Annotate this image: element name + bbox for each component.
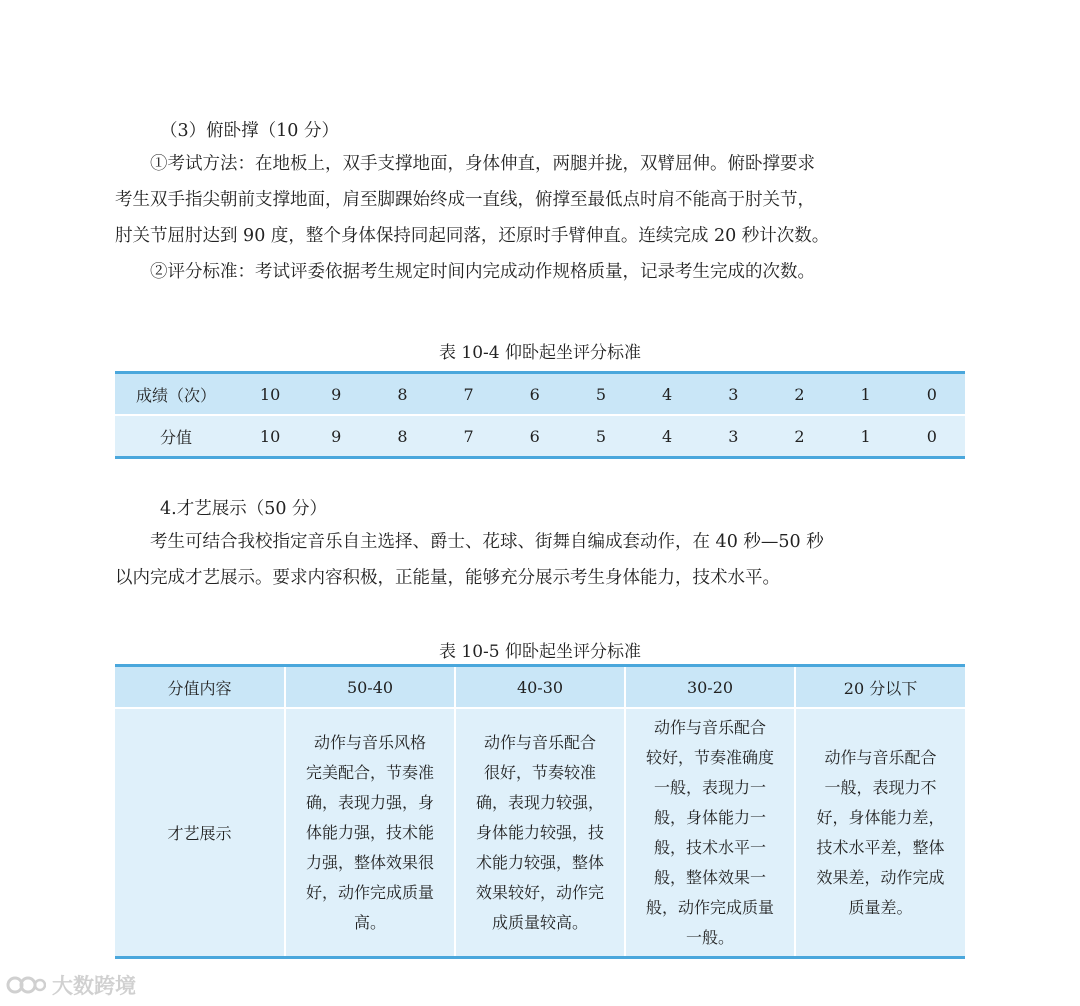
cell-line: 动作与音乐配合 (653, 717, 766, 737)
cell-line: 般，整体效果一 (653, 867, 766, 887)
table-cell (625, 708, 795, 958)
cell-line: 一般，表现力一 (653, 777, 766, 797)
table-cell: 0 (899, 373, 965, 416)
table-cell: 4 (634, 373, 700, 416)
table-cell: 2 (766, 373, 832, 416)
table-cell (285, 708, 455, 958)
method-line: 考生双手指尖朝前支撑地面，肩至脚踝始终成一直线，俯撑至最低点时肩不能高于肘关节， (115, 190, 815, 210)
cell-line: 一般。 (685, 927, 734, 947)
column-header: 40-30 (455, 666, 625, 709)
talent-line: 以内完成才艺展示。要求内容积极，正能量，能够充分展示考生身体能力，技术水平。 (115, 568, 780, 588)
table-cell: 7 (436, 415, 502, 458)
cell-line: 效果较好，动作完 (475, 882, 604, 902)
cell-line: 动作与音乐配合 (824, 747, 937, 767)
table-cell: 5 (568, 373, 634, 416)
table-cell: 2 (766, 415, 832, 458)
cell-line: 确，表现力强，身 (305, 792, 434, 812)
section-heading-talent: 4.才艺展示（50 分） (160, 499, 328, 519)
talent-line: 考生可结合我校指定音乐自主选择、爵士、花球、街舞自编成套动作，在 40 秒—50 秒 (150, 532, 824, 552)
row-label: 成绩（次） (115, 373, 237, 416)
row-label: 才艺展示 (115, 708, 285, 958)
table-cell: 10 (237, 373, 303, 416)
cell-line: 确，表现力较强， (475, 792, 604, 812)
section-heading-pushups: （3）俯卧撑（10 分） (160, 121, 339, 141)
table-cell: 8 (369, 415, 435, 458)
cell-line: 身体能力较强，技 (475, 822, 604, 842)
method-paragraph (115, 146, 965, 290)
column-header: 分值内容 (115, 666, 285, 709)
cell-line: 质量差。 (848, 897, 913, 917)
table-cell: 0 (899, 415, 965, 458)
score-table-10-5 (115, 664, 965, 959)
cell-line: 好，动作完成质量 (305, 882, 434, 902)
table-row (115, 415, 965, 458)
table-cell: 9 (303, 415, 369, 458)
cell-line: 成质量较高。 (491, 912, 588, 932)
cell-line: 高。 (353, 912, 386, 932)
table-row (115, 373, 965, 416)
cell-line: 较好，节奏准确度 (645, 747, 774, 767)
table-cell: 1 (833, 415, 899, 458)
cell-line: 动作与音乐配合 (483, 732, 596, 752)
cell-line: 力强，整体效果很 (305, 852, 434, 872)
watermark-logo-icon (6, 974, 46, 996)
criteria-line: ②评分标准：考试评委依据考生规定时间内完成动作规格质量，记录考生完成的次数。 (150, 262, 815, 282)
cell-line: 体能力强，技术能 (305, 822, 434, 842)
method-line: 肘关节屈肘达到 90 度，整个身体保持同起同落，还原时手臂伸直。连续完成 20 秒计次数。 (115, 226, 830, 246)
score-table-10-4 (115, 371, 965, 459)
table-cell: 6 (502, 415, 568, 458)
cell-line: 动作与音乐风格 (313, 732, 426, 752)
column-header: 50-40 (285, 666, 455, 709)
table-cell: 6 (502, 373, 568, 416)
column-header: 20 分以下 (795, 666, 965, 709)
method-line: ①考试方法：在地板上，双手支撑地面，身体伸直，两腿并拢，双臂屈伸。俯卧撑要求 (150, 154, 815, 174)
table-cell: 1 (833, 373, 899, 416)
table-cell: 5 (568, 415, 634, 458)
table-cell: 7 (436, 373, 502, 416)
cell-line: 般，动作完成质量 (645, 897, 774, 917)
table-cell (795, 708, 965, 958)
cell-line: 一般，表现力不 (824, 777, 937, 797)
cell-line: 般，身体能力一 (653, 807, 766, 827)
table-cell: 10 (237, 415, 303, 458)
column-header: 30-20 (625, 666, 795, 709)
table-cell: 3 (700, 415, 766, 458)
table-cell: 8 (369, 373, 435, 416)
watermark-text: 大数跨境 (52, 974, 136, 998)
table-cell (455, 708, 625, 958)
table-caption-10-5: 表 10-5 仰卧起坐评分标准 (439, 642, 641, 662)
cell-line: 效果差，动作完成 (816, 867, 945, 887)
table-row (115, 708, 965, 958)
table-cell: 3 (700, 373, 766, 416)
cell-line: 完美配合，节奏准 (305, 762, 434, 782)
cell-line: 好，身体能力差， (816, 807, 945, 827)
cell-line: 术能力较强，整体 (475, 852, 604, 872)
table-header-row (115, 666, 965, 709)
row-label: 分值 (115, 415, 237, 458)
table-caption-10-4: 表 10-4 仰卧起坐评分标准 (439, 343, 641, 363)
watermark (6, 970, 136, 1000)
cell-line: 很好，节奏较准 (483, 762, 596, 782)
table-cell: 9 (303, 373, 369, 416)
talent-paragraph (115, 524, 965, 596)
cell-line: 般，技术水平一 (653, 837, 766, 857)
cell-line: 技术水平差，整体 (816, 837, 945, 857)
table-cell: 4 (634, 415, 700, 458)
